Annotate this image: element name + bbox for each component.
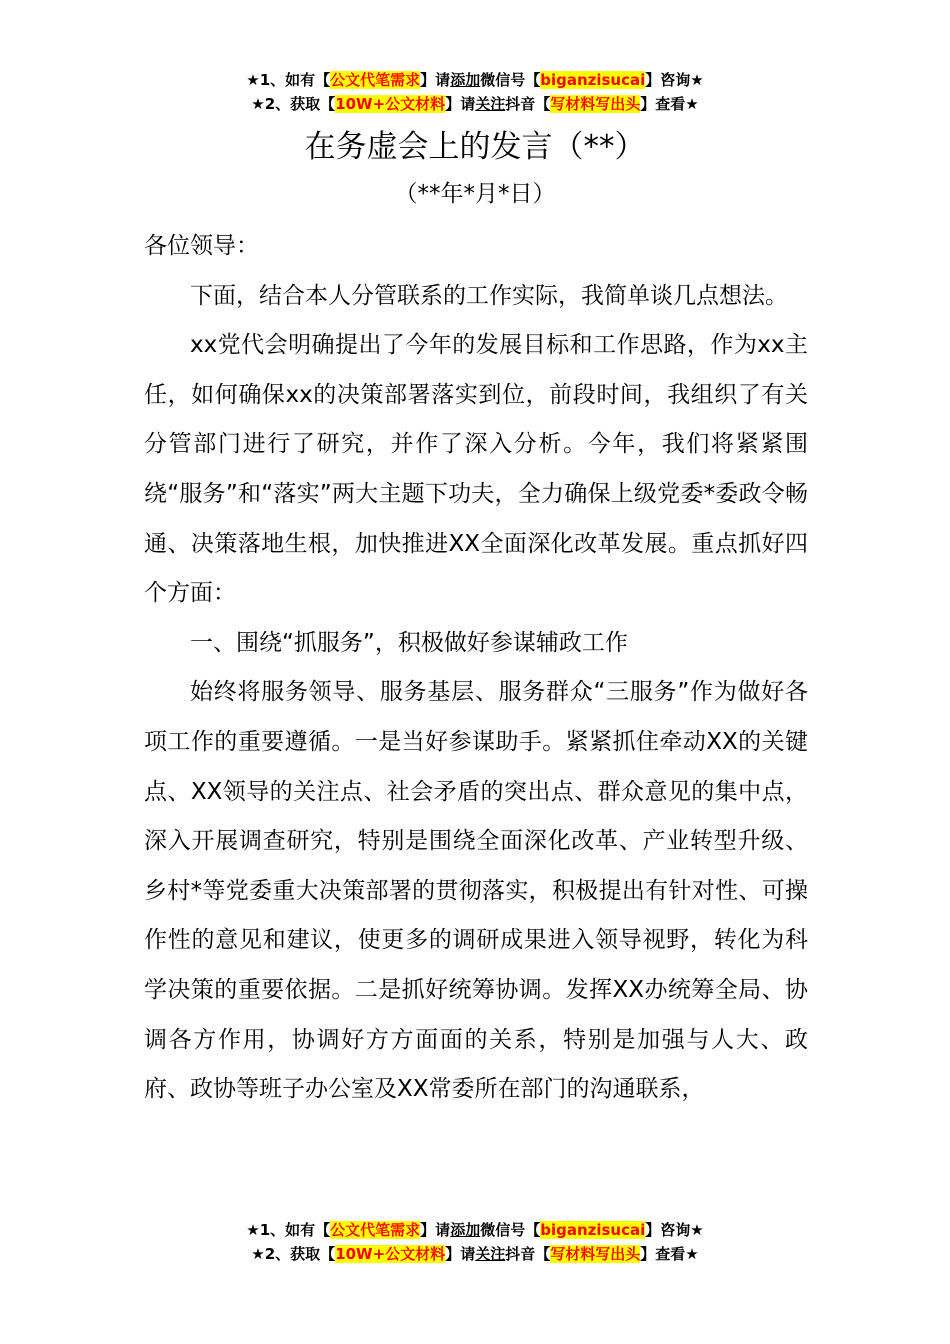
promo-line-2-underlined: 关注 [475, 1245, 506, 1263]
document-title: 在务虚会上的发言（**） [304, 129, 646, 165]
promo-line-2-highlight-1: 10W+公文材料 [335, 95, 446, 113]
promo-line-1 [0, 1218, 950, 1242]
promo-line-2-suffix: 】查看★ [640, 1245, 699, 1263]
promo-line-2-highlight-1: 10W+公文材料 [335, 1245, 446, 1263]
promo-line-2 [0, 92, 950, 116]
document-body [144, 222, 808, 1115]
promo-line-2-mid-1: 】请 [445, 1245, 476, 1263]
promo-line-2-highlight-2: 写材料写出头 [550, 1245, 641, 1263]
promo-line-2 [0, 1242, 950, 1266]
promo-line-2-prefix: ★2、获取【 [251, 1245, 336, 1263]
section-paragraph-1: 始终将服务领导、服务基层、服务群众“三服务”作为做好各项工作的重要遵循。一是当好参谋助手。紧紧抓住牵动XX的关键点、XX领导的关注点、社会矛盾的突出点、群众意见的集中点，深入开展调查研究，特别是围绕全面深化改革、产业转型升级、乡村*等党委重大决策部署的贯彻落实，积极提出有针对性、可操作性的意见和建议，使更多的调研成果进入领导视野，转化为科学决策的重要依据。二是抓好统筹协调。发挥XX办统筹全局、协调各方作用，协调好方方面面的关系，特别是加强与人大、政府、政协等班子办公室及XX常委所在部门的沟通联系， [144, 679, 808, 1103]
bottom-promo-banner [0, 1218, 950, 1266]
promo-line-2-suffix: 】查看★ [640, 95, 699, 113]
promo-line-2-underlined: 关注 [475, 95, 506, 113]
promo-line-1-underlined: 添加 [450, 71, 481, 89]
promo-line-1-highlight-2: biganzisucai [540, 71, 646, 89]
salutation: 各位领导： [144, 233, 259, 259]
promo-line-1-underlined: 添加 [450, 1221, 481, 1239]
paragraph-overview: xx党代会明确提出了今年的发展目标和工作思路，作为xx主任，如何确保xx的决策部署落实到位，前段时间，我组织了有关分管部门进行了研究，并作了深入分析。今年，我们将紧紧围绕“服务”和“落实”两大主题下功夫，全力确保上级党委*委政令畅通、决策落地生根，加快推进XX全面深化改革发展。重点抓好四个方面： [144, 332, 808, 607]
promo-line-1 [0, 68, 950, 92]
promo-line-1-mid-1: 】请 [420, 71, 451, 89]
document-date: （**年*月*日） [394, 181, 556, 207]
promo-line-1-prefix: ★1、如有【 [246, 71, 331, 89]
promo-line-2-prefix: ★2、获取【 [251, 95, 336, 113]
promo-line-1-highlight-1: 公文代笔需求 [330, 1221, 421, 1239]
promo-line-1-highlight-1: 公文代笔需求 [330, 71, 421, 89]
promo-line-1-mid-2: 微信号【 [480, 1221, 541, 1239]
promo-line-1-prefix: ★1、如有【 [246, 1221, 331, 1239]
top-promo-banner [0, 68, 950, 116]
promo-line-1-suffix: 】咨询★ [645, 1221, 704, 1239]
promo-line-2-mid-2: 抖音【 [505, 95, 551, 113]
promo-line-1-mid-1: 】请 [420, 1221, 451, 1239]
promo-line-1-mid-2: 微信号【 [480, 71, 541, 89]
promo-line-2-mid-1: 】请 [445, 95, 476, 113]
promo-line-1-suffix: 】咨询★ [645, 71, 704, 89]
promo-line-2-mid-2: 抖音【 [505, 1245, 551, 1263]
section-heading-1: 一、围绕“抓服务”，积极做好参谋辅政工作 [190, 629, 628, 656]
promo-line-1-highlight-2: biganzisucai [540, 1221, 646, 1239]
paragraph-intro: 下面，结合本人分管联系的工作实际，我简单谈几点想法。 [190, 282, 788, 309]
promo-line-2-highlight-2: 写材料写出头 [550, 95, 641, 113]
